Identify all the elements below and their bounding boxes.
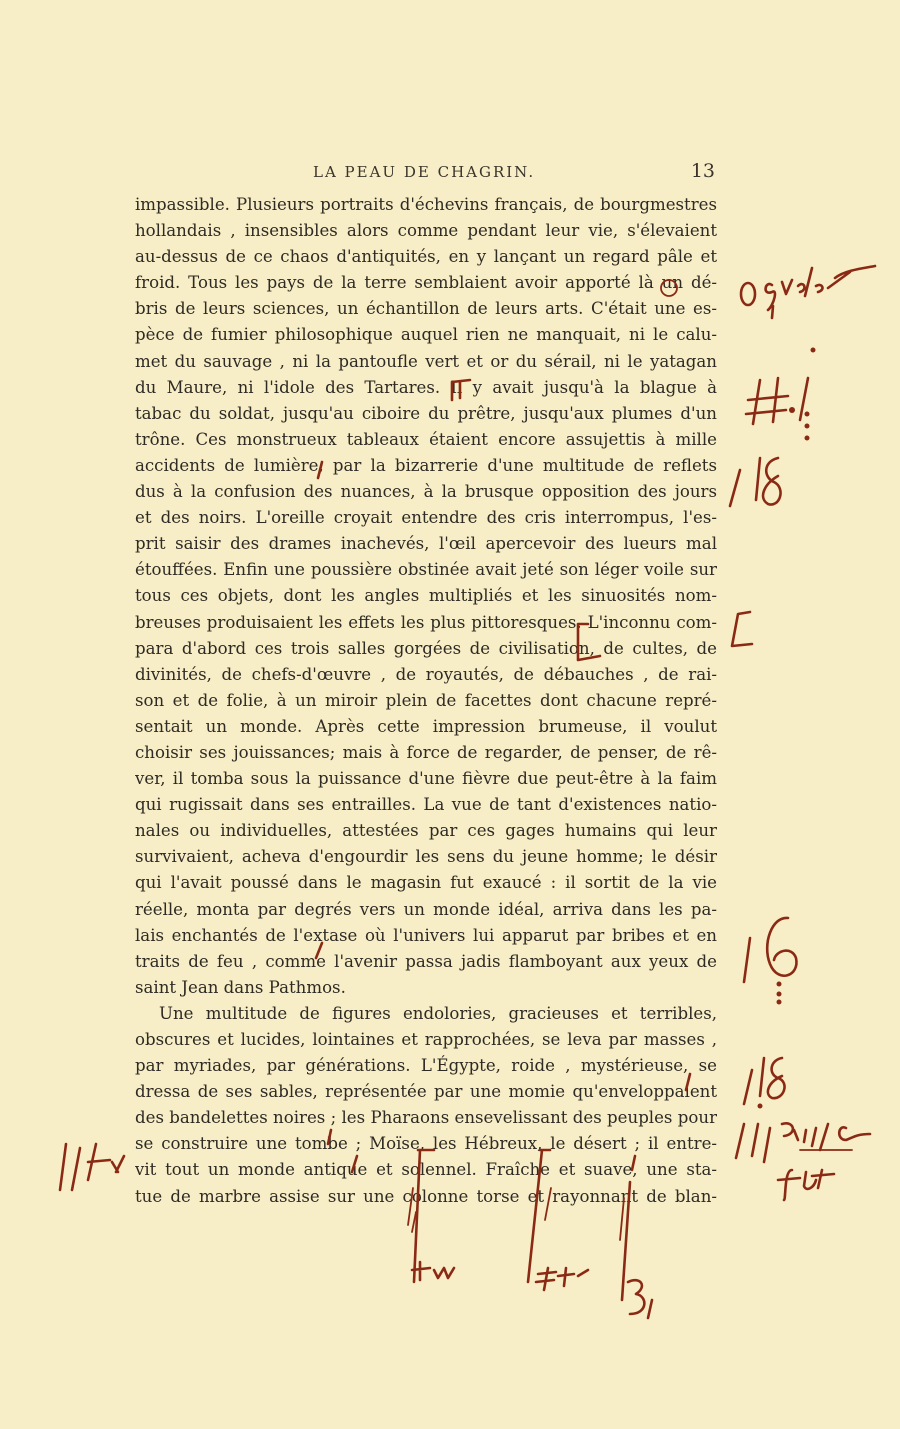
text-line: des bandelettes noires ; les Pharaons ensevelissant des peuples pour xyxy=(135,1108,717,1128)
margin-note-bottom-2 xyxy=(536,1268,588,1290)
text-line: hollandais , insensibles alors comme pendant leur vie, s'élevaient xyxy=(135,221,717,241)
text-line: breuses produisaient les effets les plus pittoresques. L'inconnu com- xyxy=(135,612,717,632)
running-title: LA PEAU DE CHAGRIN. xyxy=(313,163,536,181)
text-line: tous ces objets, dont les angles multipliés et les sinuosités nom- xyxy=(135,586,717,606)
text-line: bris de leurs sciences, un échantillon de leurs arts. C'était une es- xyxy=(135,299,717,319)
text-line: se construire une tombe ; Moïse, les Hébreux, le désert ; il entre- xyxy=(135,1134,717,1154)
text-line: dus à la confusion des nuances, à la brusque opposition des jours xyxy=(135,482,717,502)
margin-note-point-il xyxy=(746,348,816,441)
margin-note-bottom-1 xyxy=(412,1262,454,1280)
margin-note-left xyxy=(60,1144,124,1190)
text-line: survivaient, acheva d'engourdir les sens du jeune homme; le désir xyxy=(135,847,717,867)
margin-note-e xyxy=(744,918,796,1005)
text-line: sentait un monde. Après cette impression brumeuse, il voulut xyxy=(135,716,717,736)
text-line: son et de folie, à un miroir plein de facettes dont chacune repré- xyxy=(135,690,717,710)
margin-note-virgule-2 xyxy=(744,1058,785,1109)
text-line: et des noirs. L'oreille croyait entendre des cris interrompus, l'es- xyxy=(135,508,717,528)
text-line: du Maure, ni l'idole des Tartares. Il y avait jusqu'à la blague à xyxy=(135,377,717,397)
text-line: étouffées. Enfin une poussière obstinée avait jeté son léger voile sur xyxy=(135,560,717,580)
text-line: tue de marbre assise sur une colonne torse et rayonnant de blan- xyxy=(135,1186,717,1206)
text-line: divinités, de chefs-d'œuvre , de royautés, de débauches , de rai- xyxy=(135,664,717,684)
body-text xyxy=(135,192,717,1210)
text-line: para d'abord ces trois salles gorgées de civilisation, de cultes, de xyxy=(135,638,717,658)
text-line: réelle, monta par degrés vers un monde idéal, arriva dans les pa- xyxy=(135,899,717,919)
text-line: pèce de fumier philosophique auquel rien ne manquait, ni le calu- xyxy=(135,325,717,345)
margin-note-alinea xyxy=(732,612,752,646)
text-line: trône. Ces monstrueux tableaux étaient encore assujettis à mille xyxy=(135,429,717,449)
text-line: qui rugissait dans ses entrailles. La vue de tant d'existences natio- xyxy=(135,795,717,815)
text-line: froid. Tous les pays de la terre semblaient avoir apporté là un dé- xyxy=(135,273,717,293)
correction-mark-colonne xyxy=(412,1212,416,1232)
text-line: choisir ses jouissances; mais à force de regarder, de penser, de rê- xyxy=(135,742,717,762)
text-line: ver, il tomba sous la puissance d'une fièvre due peut-être à la faim xyxy=(135,769,717,789)
margin-note-virgule-1 xyxy=(730,458,781,506)
text-line: traits de feu , comme l'avenir passa jadis flamboyant aux yeux de xyxy=(135,951,717,971)
page-number: 13 xyxy=(690,160,715,182)
text-line: saint Jean dans Pathmos. xyxy=(135,977,346,997)
text-line: obscures et lucides, lointaines et rapprochées, se leva par masses , xyxy=(135,1030,717,1049)
page-header xyxy=(135,160,717,188)
text-line: nales ou individuelles, attestées par ces gages humains qui leur xyxy=(135,821,717,841)
text-line: qui l'avait poussé dans le magasin fut exaucé : il sortit de la vie xyxy=(135,873,717,893)
text-line: par myriades, par générations. L'Égypte, roide , mystérieuse, se xyxy=(135,1056,717,1076)
text-line: lais enchantés de l'extase où l'univers lui apparut par bribes et en xyxy=(135,925,717,945)
text-line: prit saisir des drames inachevés, l'œil apercevoir des lueurs mal xyxy=(135,534,717,554)
text-line: vit tout un monde antique et solennel. Fraîche et suave, une sta- xyxy=(135,1160,717,1180)
text-line: tabac du soldat, jusqu'au ciboire du prêtre, jusqu'aux plumes d'un xyxy=(135,403,717,423)
text-line: au-dessus de ce chaos d'antiquités, en y lançant un regard pâle et xyxy=(135,247,717,267)
margin-note-bottom-3 xyxy=(628,1280,652,1318)
margin-note-quelque xyxy=(741,266,875,318)
text-line: impassible. Plusieurs portraits d'échevins français, de bourgmestres xyxy=(135,195,717,214)
text-line: Une multitude de figures endolories, gracieuses et terribles, xyxy=(159,1003,717,1023)
text-line: accidents de lumière, par la bizarrerie d'une multitude de reflets xyxy=(135,455,717,475)
text-line: met du sauvage , ni la pantoufle vert et or du sérail, ni le yatagan xyxy=(135,351,717,371)
margin-note-point-virgule xyxy=(736,1123,870,1200)
text-line: dressa de ses sables, représentée par une momie qu'enveloppaient xyxy=(135,1082,717,1102)
